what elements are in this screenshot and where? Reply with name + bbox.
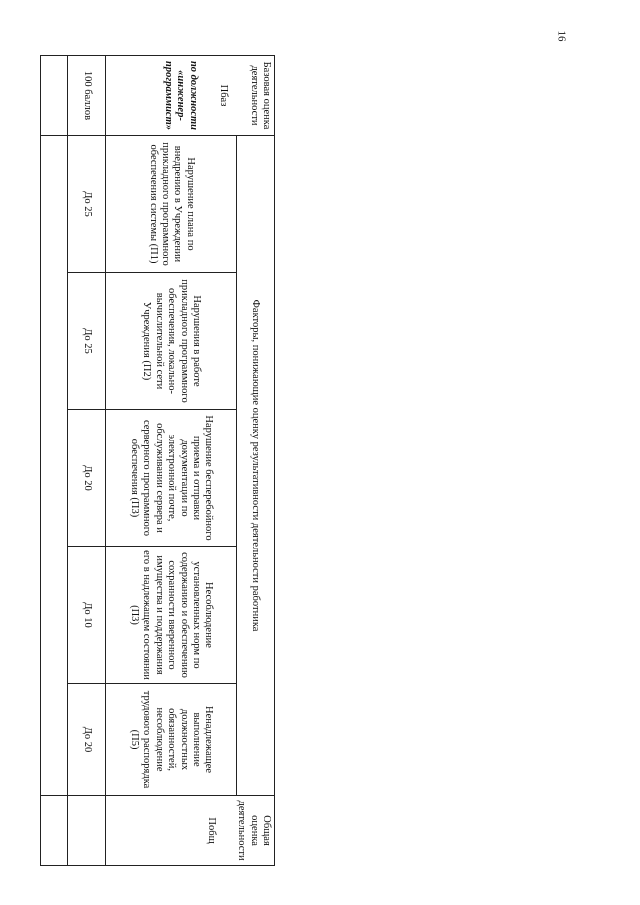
overall-score-cell <box>106 796 275 866</box>
factors-header: Факторы, понижающие оценку результативности деятельности работника <box>236 136 274 796</box>
overall-score-symbol: Побщ <box>205 817 217 844</box>
factor-p2-text: Нарушения в работе прикладного программного обеспечения, локально-вычислительной сети Учреждения (П2) <box>106 273 236 410</box>
factor-p4-text: Несоблюдение установленных норм по содержанию и обеспечению сохранности вверенного имущества и поддержания его в надлежащем состоянии (П3) <box>106 547 236 684</box>
factor-p5-text: Ненадлежащее выполнение должностных обязанностей, несоблюдение трудового распорядка (П5) <box>106 684 236 796</box>
empty-cell <box>41 136 68 796</box>
page-number: 16 <box>555 30 568 42</box>
base-score-title: Базовая оценка деятельности <box>248 61 272 130</box>
factor-p1-text: Нарушение плана по внедрению в Учреждении прикладного программного обеспечения системы (П1) <box>106 136 236 273</box>
base-score-symbol: Пбаз <box>218 84 230 107</box>
factor-p3-value: До 20 <box>68 410 106 547</box>
empty-cell <box>41 796 68 866</box>
overall-score-value <box>68 796 106 866</box>
evaluation-table <box>40 55 275 866</box>
factor-p5-value: До 20 <box>68 684 106 796</box>
overall-score-title: Общая оценка деятельности <box>236 800 272 861</box>
empty-cell <box>41 56 68 136</box>
factor-p1-value: До 25 <box>68 136 106 273</box>
base-score-position: по должности «инженер-программист» <box>163 60 199 131</box>
rotated-table-wrapper <box>40 55 275 865</box>
base-score-value: 100 баллов <box>68 56 106 136</box>
factor-p3-text: Нарушение бесперебойного приема и отправки документации по электронной почте, обслуживании сервера и серверного программного обеспечения (П3) <box>106 410 236 547</box>
base-score-cell <box>106 56 275 136</box>
factor-p2-value: До 25 <box>68 273 106 410</box>
factor-p4-value: До 10 <box>68 547 106 684</box>
